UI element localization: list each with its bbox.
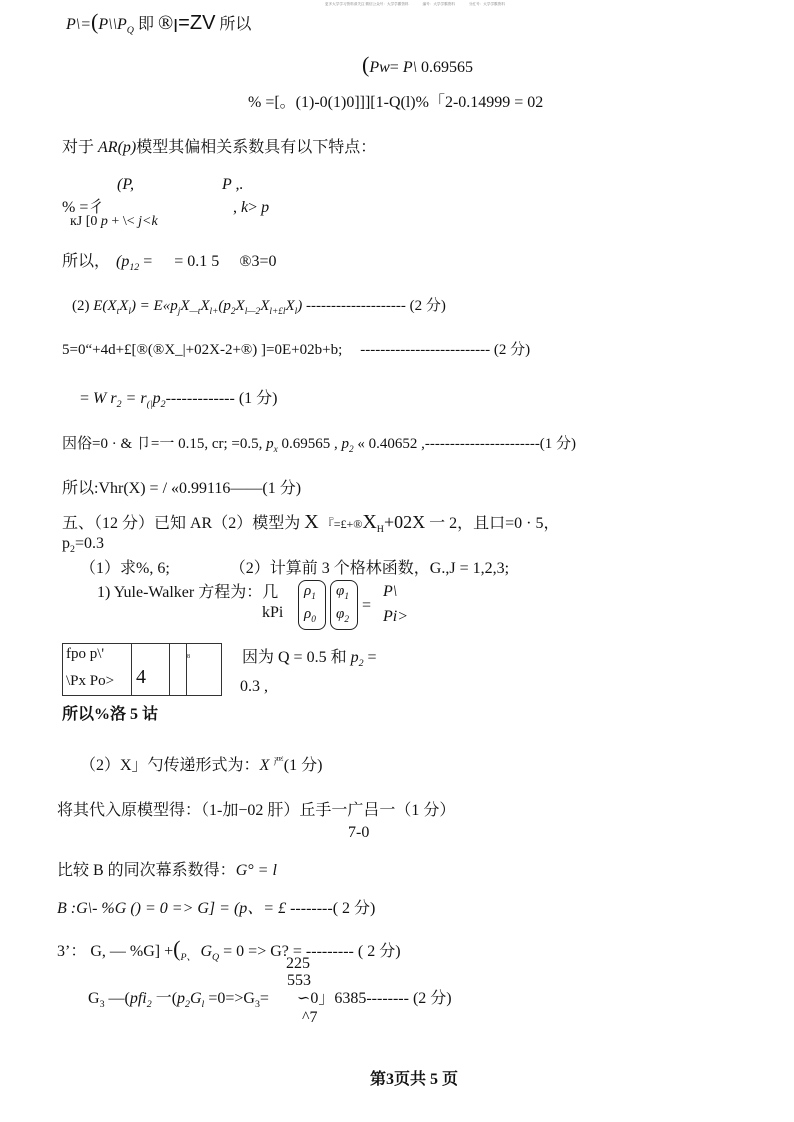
box-text: 4 xyxy=(136,666,146,688)
math-text: P\= xyxy=(66,16,92,33)
text: 所以 xyxy=(215,16,252,33)
subscript: 2 xyxy=(185,998,190,1010)
text: 一 2，且口=0 · 5， xyxy=(425,515,560,532)
subscript: l xyxy=(128,306,131,317)
matrix-cell xyxy=(304,583,316,600)
header-watermark xyxy=(325,2,519,6)
text-line xyxy=(80,559,509,578)
text: 对于 xyxy=(62,139,99,156)
text-line: 0.3 , xyxy=(240,678,268,695)
subscript: 3 xyxy=(99,998,105,1010)
score-note: « 0.40652 ,-----------------------(1 分) xyxy=(353,436,577,452)
subscript: l+ xyxy=(209,306,219,317)
text-line xyxy=(80,756,322,775)
math-text: E(X xyxy=(93,298,117,314)
subscript: 2 xyxy=(358,657,364,669)
score-note: ------------- (1 分) xyxy=(165,390,278,407)
text: 即 xyxy=(133,16,158,33)
math-text: —( xyxy=(104,990,130,1007)
watermark-text: 分红号：大学学霸资料 xyxy=(468,2,505,6)
equation-line xyxy=(62,534,104,553)
text-line xyxy=(62,138,376,157)
math-text: + \< xyxy=(107,214,139,229)
math-text: p xyxy=(266,436,274,452)
subscript: l xyxy=(201,998,205,1010)
fraction-number: 553 xyxy=(287,972,311,989)
subscript: P、 xyxy=(180,951,197,963)
math-symbol: φ xyxy=(336,583,345,599)
subscript: 3 xyxy=(254,998,260,1010)
math-text: =ZV xyxy=(178,12,216,34)
divider xyxy=(131,644,132,695)
divider xyxy=(169,644,170,695)
math-text: G xyxy=(88,990,100,1007)
text-line: 将其代入原模型得：（1-加−02 肝）丘手一广吕一（1 分） xyxy=(57,802,456,819)
equation-fragment: Pi> xyxy=(383,608,409,625)
subscript: 1 xyxy=(311,591,316,602)
score-note: (1 分) xyxy=(283,757,323,774)
equation-line xyxy=(248,93,543,112)
math-text: > xyxy=(248,199,262,216)
subscript: 2 xyxy=(116,398,122,410)
math-text: P\\P xyxy=(98,16,127,33)
math-text: X xyxy=(180,298,190,314)
math-text: = xyxy=(259,990,269,1007)
text: （2）X」勺传递形式为： xyxy=(80,757,260,774)
math-text: = r xyxy=(121,390,147,407)
text: 模型其偏相关系数具有以下特点： xyxy=(136,139,377,156)
math-text: p xyxy=(341,436,350,452)
math-text: (2) xyxy=(72,298,94,314)
math-text: =0=>G xyxy=(204,990,255,1007)
text: 五、（12 分）已知 AR（2）模型为 xyxy=(62,515,305,532)
score-note: --------( 2 分) xyxy=(290,900,376,917)
math-symbol: ® xyxy=(157,12,174,34)
math-text: P\ xyxy=(402,59,418,76)
subscript: l+£l xyxy=(269,306,286,317)
subscript: 2 xyxy=(70,543,75,555)
math-text: X xyxy=(362,511,377,533)
text-line: 所以%洛 5 诂 xyxy=(62,706,159,723)
subscript: I xyxy=(173,16,179,36)
math-text: X xyxy=(260,298,270,314)
fraction-number: 225 xyxy=(286,955,310,972)
equation-line xyxy=(362,52,473,78)
watermark-text: 编号：大学学霸资料 xyxy=(422,2,455,6)
equation-line xyxy=(62,341,530,359)
math-text: p xyxy=(350,649,359,666)
subscript: t xyxy=(116,306,120,317)
math-symbol: ρ xyxy=(304,583,312,599)
equation-line xyxy=(88,989,452,1008)
math-text: 5=0“+4d+£[®(®X_|+02X-2+®) ]=0E+02b+b; xyxy=(62,342,343,358)
text: 因为 Q = 0.5 和 xyxy=(242,649,351,666)
score-note: = 0 => G? = --------- ( 2 分) xyxy=(219,943,401,960)
equation-line xyxy=(57,899,375,918)
math-text: k xyxy=(241,199,249,216)
subscript: 2 xyxy=(146,998,152,1010)
math-text: B :G\- %G () = 0 => G] = (p、= £ xyxy=(57,900,291,917)
equation-line xyxy=(66,9,251,35)
text-line xyxy=(242,648,377,667)
math-text: Pw xyxy=(369,59,390,76)
equation-fragment xyxy=(233,198,269,217)
matrix-cell xyxy=(336,606,349,623)
equation-fragment: % =彳 xyxy=(62,199,105,216)
yule-walker-matrix xyxy=(298,580,358,630)
equation-fragment: P ,. xyxy=(222,176,244,193)
math-text: 0.69565 , xyxy=(277,436,342,452)
box-text: fpo p\' xyxy=(66,646,105,662)
fraction-number: ^7 xyxy=(302,1009,318,1026)
math-text: X xyxy=(200,298,210,314)
subscript: x xyxy=(273,444,278,455)
text: 3’： xyxy=(57,943,87,960)
subscript: 1 xyxy=(344,591,349,602)
text-line xyxy=(57,861,277,880)
subscript: l—2 xyxy=(244,306,261,317)
subscript: (| xyxy=(146,398,153,410)
math-text: p xyxy=(177,990,186,1007)
math-text: AR(p) xyxy=(98,139,137,156)
math-text: X xyxy=(259,757,270,774)
math-paren: ( xyxy=(362,52,370,77)
subscript: 2 xyxy=(344,614,349,625)
box-text: 8 xyxy=(187,654,190,660)
math-symbol: φ xyxy=(336,606,345,622)
math-text: 『=£+® xyxy=(318,517,363,531)
text: 所以， xyxy=(62,253,111,270)
equation-line xyxy=(62,479,301,498)
math-text: p xyxy=(100,214,108,229)
math-text: , xyxy=(233,199,241,216)
equation-fragment: kPi xyxy=(262,604,284,621)
text: （2）计算前 3 个格林函数，G.,J = 1,2,3; xyxy=(229,560,510,577)
equation-line xyxy=(72,297,446,315)
subscript: H xyxy=(376,523,384,535)
equals-sign: = xyxy=(362,597,372,614)
math-text: 因俗=0 · & 卩=一 0.15, cr; =0.5, xyxy=(62,436,267,452)
math-text: W r xyxy=(93,390,117,407)
math-text: (p xyxy=(218,298,231,314)
subscript: Q xyxy=(126,24,134,36)
equation-fragment: 7-0 xyxy=(348,824,370,841)
matrix-cell xyxy=(304,606,316,623)
subscript: —t xyxy=(189,306,201,317)
math-text: (p xyxy=(116,253,130,270)
math-text: pfi xyxy=(129,990,147,1007)
equation-line xyxy=(57,936,401,962)
subscript: 0 xyxy=(311,614,316,625)
subscript: 2 xyxy=(349,444,354,455)
math-text: = xyxy=(389,59,403,76)
equation-fragment: (P, xyxy=(117,176,135,193)
text: （1）求%, 6; xyxy=(80,560,170,577)
equation-line xyxy=(62,252,277,271)
subscript: 2 xyxy=(160,398,166,410)
math-text: p xyxy=(152,390,161,407)
matrix-cell xyxy=(336,583,349,600)
text-line: 1) Yule-Walker 方程为：几 xyxy=(97,584,279,601)
math-text: +02X xyxy=(383,512,426,532)
math-symbol: ρ xyxy=(304,606,312,622)
subscript: 12 xyxy=(129,261,140,273)
math-text: = xyxy=(80,390,94,407)
equation-fragment: P\ xyxy=(383,583,398,600)
math-text: X xyxy=(304,511,319,533)
text: 比较 B 的同次幕系数得： xyxy=(57,862,236,879)
math-text: p xyxy=(261,199,270,216)
watermark-text: 更多大学学习资料请关注 微信公众号：大学学霸资料 xyxy=(325,2,409,6)
score-note: -------------------------- (2 分) xyxy=(360,342,531,358)
box-text: \Px Po> xyxy=(66,673,115,689)
equation-line xyxy=(62,435,576,453)
math-text: 一( xyxy=(151,990,178,1007)
math-text: % =[。(1)-0(1)0]]][1-Q(l)%「2-0.14999 = 02 xyxy=(248,94,544,111)
subscript: l xyxy=(294,306,298,317)
math-text: j<k xyxy=(138,214,158,229)
math-text: 0.69565 xyxy=(417,59,474,76)
math-text: X xyxy=(119,298,129,314)
subscript: Q xyxy=(212,951,220,963)
math-text: X xyxy=(235,298,245,314)
math-text: X xyxy=(285,298,295,314)
math-text: G xyxy=(189,990,202,1007)
math-text: ) xyxy=(297,298,303,314)
subscript: 2 xyxy=(230,306,236,317)
math-text: G, — %G] + xyxy=(86,943,174,960)
equation-line xyxy=(80,389,278,408)
math-text: =0.3 xyxy=(74,535,104,552)
math-text: = xyxy=(139,253,153,270)
subscript: j xyxy=(177,306,181,317)
divider xyxy=(186,644,187,695)
math-text: 所以:Vhr(X) = / «0.99116——(1 分) xyxy=(62,480,302,497)
score-note: ∽0」6385-------- (2 分) xyxy=(296,990,452,1007)
score-note: -------------------- (2 分) xyxy=(302,298,446,314)
superscript: 严 xyxy=(273,756,284,768)
math-text: ) = E«p xyxy=(130,298,178,314)
math-paren: ( xyxy=(173,936,181,961)
math-text: ®3=0 xyxy=(239,253,277,270)
math-text: p xyxy=(62,535,70,552)
math-text: = xyxy=(363,649,377,666)
math-paren: ( xyxy=(91,9,99,34)
math-text: G xyxy=(200,943,212,960)
equation-fragment xyxy=(70,214,158,231)
math-text: = 0.1 5 xyxy=(174,253,220,270)
question-heading xyxy=(62,510,559,534)
math-text: G° = l xyxy=(235,862,277,879)
page-number: 第3页共 5 页 xyxy=(370,1071,459,1088)
math-text: кJ [0 xyxy=(70,214,101,229)
